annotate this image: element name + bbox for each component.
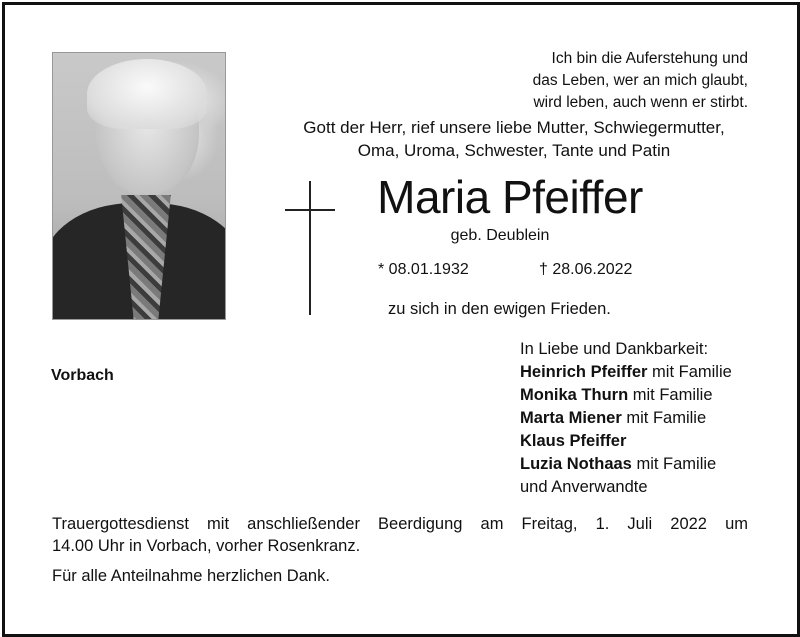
deceased-name: Maria Pfeiffer <box>377 171 643 223</box>
mourner-row <box>520 384 732 407</box>
birth-name: geb. Deublein <box>450 227 550 244</box>
bible-quote <box>470 48 748 114</box>
mourners-closing: und Anverwandte <box>520 478 648 496</box>
place-name: Vorbach <box>51 367 114 384</box>
cross-icon <box>309 181 311 315</box>
thanks-text: Für alle Anteilnahme herzlichen Dank. <box>52 567 330 585</box>
mourner-name: Heinrich Pfeiffer <box>520 363 648 381</box>
quote-line: wird leben, auch wenn er stirbt. <box>533 94 748 111</box>
mourner-suffix: mit Familie <box>628 386 713 404</box>
birth-date: * 08.01.1932 <box>378 261 469 278</box>
mourner-row <box>520 407 732 430</box>
mourners-intro: In Liebe und Dankbarkeit: <box>520 340 709 358</box>
intro-line: Gott der Herr, rief unsere liebe Mutter, Schwiegermutter, <box>303 118 725 137</box>
death-date: † 28.06.2022 <box>539 261 633 278</box>
mourner-row <box>520 453 732 476</box>
photo-hair-shape <box>87 59 207 129</box>
quote-line: Ich bin die Auferstehung und <box>551 50 748 67</box>
mourner-suffix: mit Familie <box>621 409 707 427</box>
mourners-list <box>520 338 732 499</box>
mourner-row <box>520 361 732 384</box>
mourner-suffix: mit Familie <box>631 455 717 473</box>
intro-text <box>258 116 770 162</box>
service-info-line1: Trauergottesdienst mit anschließender Beerdigung am Freitag, 1. Juli 2022 um <box>52 515 748 533</box>
service-info-line2: 14.00 Uhr in Vorbach, vorher Rosenkranz. <box>52 537 361 555</box>
mourner-name: Klaus Pfeiffer <box>520 432 627 450</box>
mourner-name: Luzia Nothaas <box>520 455 632 473</box>
mourner-suffix: mit Familie <box>647 363 732 381</box>
peace-text: zu sich in den ewigen Frieden. <box>388 300 611 318</box>
mourner-row <box>520 430 732 453</box>
mourner-name: Marta Miener <box>520 409 622 427</box>
portrait-photo <box>52 52 226 320</box>
mourner-name: Monika Thurn <box>520 386 629 404</box>
intro-line: Oma, Uroma, Schwester, Tante und Patin <box>357 141 671 160</box>
cross-icon-bar <box>285 209 335 211</box>
quote-line: das Leben, wer an mich glaubt, <box>532 72 748 89</box>
